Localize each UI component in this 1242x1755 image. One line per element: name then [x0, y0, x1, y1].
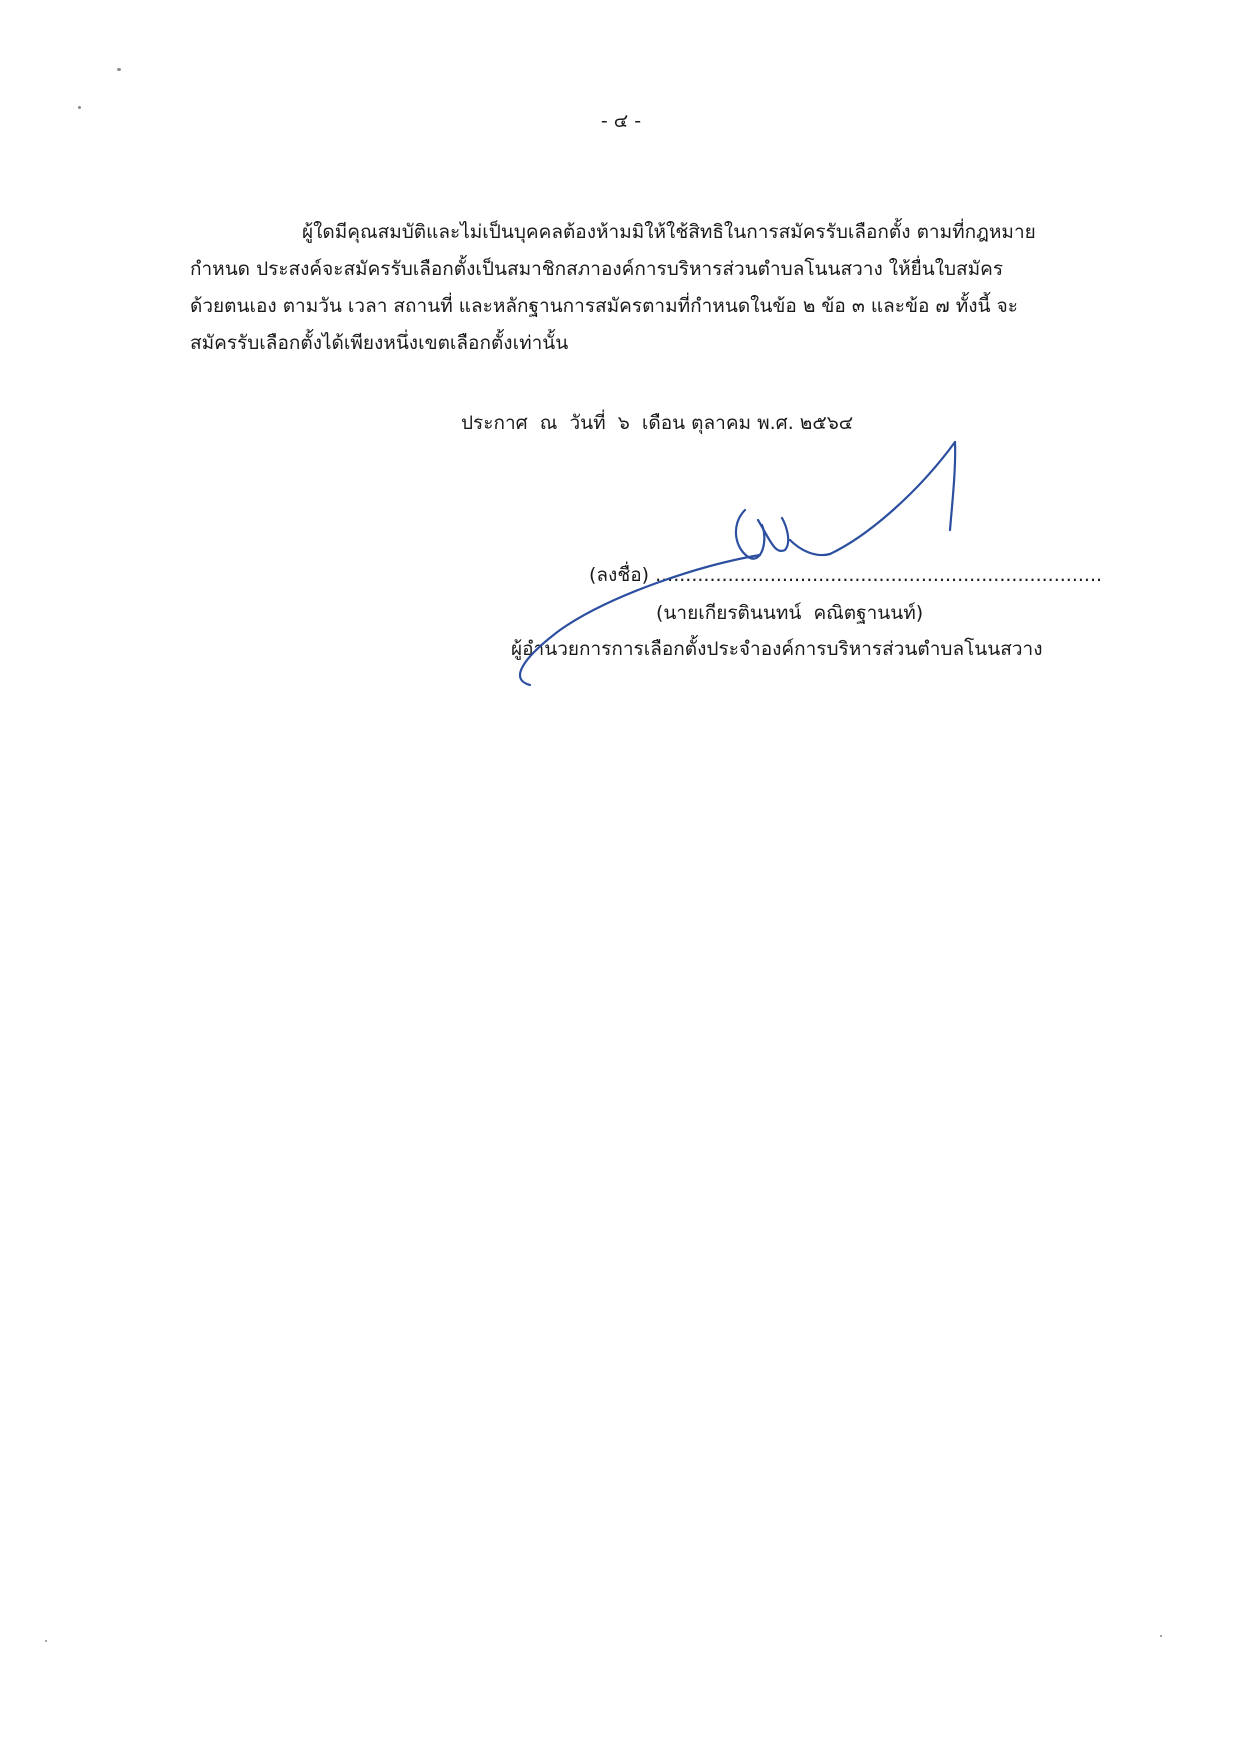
scan-speck [78, 106, 81, 109]
body-line-2: กำหนด ประสงค์จะสมัครรับเลือกตั้งเป็นสมาชิกสภาองค์การบริหารส่วนตำบลโนนสวาง ให้ยื่นใบสมัคร [190, 258, 1004, 280]
scan-speck [117, 68, 121, 71]
scan-speck [45, 1640, 47, 1642]
page-number: - ๔ - [600, 110, 642, 132]
body-paragraph [190, 214, 1090, 362]
signature-line: (ลงชื่อ) .......................................................................... [589, 564, 1103, 586]
announcement-date: ประกาศ ณ วันที่ ๖ เดือน ตุลาคม พ.ศ. ๒๕๖๔ [461, 412, 854, 434]
signer-name: (นายเกียรตินนทน์ คณิตฐานนท์) [656, 602, 924, 624]
body-line-3: ด้วยตนเอง ตามวัน เวลา สถานที่ และหลักฐานการสมัครตามที่กำหนดในข้อ ๒ ข้อ ๓ และข้อ ๗ ทั้งนี้ จะ [190, 295, 1018, 317]
signer-position: ผู้อำนวยการการเลือกตั้งประจำองค์การบริหารส่วนตำบลโนนสวาง [511, 638, 1043, 660]
body-line-4: สมัครรับเลือกตั้งได้เพียงหนึ่งเขตเลือกตั้งเท่านั้น [190, 332, 569, 354]
body-line-1: ผู้ใดมีคุณสมบัติและไม่เป็นบุคคลต้องห้ามมิให้ใช้สิทธิในการสมัครรับเลือกตั้ง ตามที่กฎหมาย [302, 221, 1036, 243]
scan-speck [1160, 1635, 1162, 1637]
